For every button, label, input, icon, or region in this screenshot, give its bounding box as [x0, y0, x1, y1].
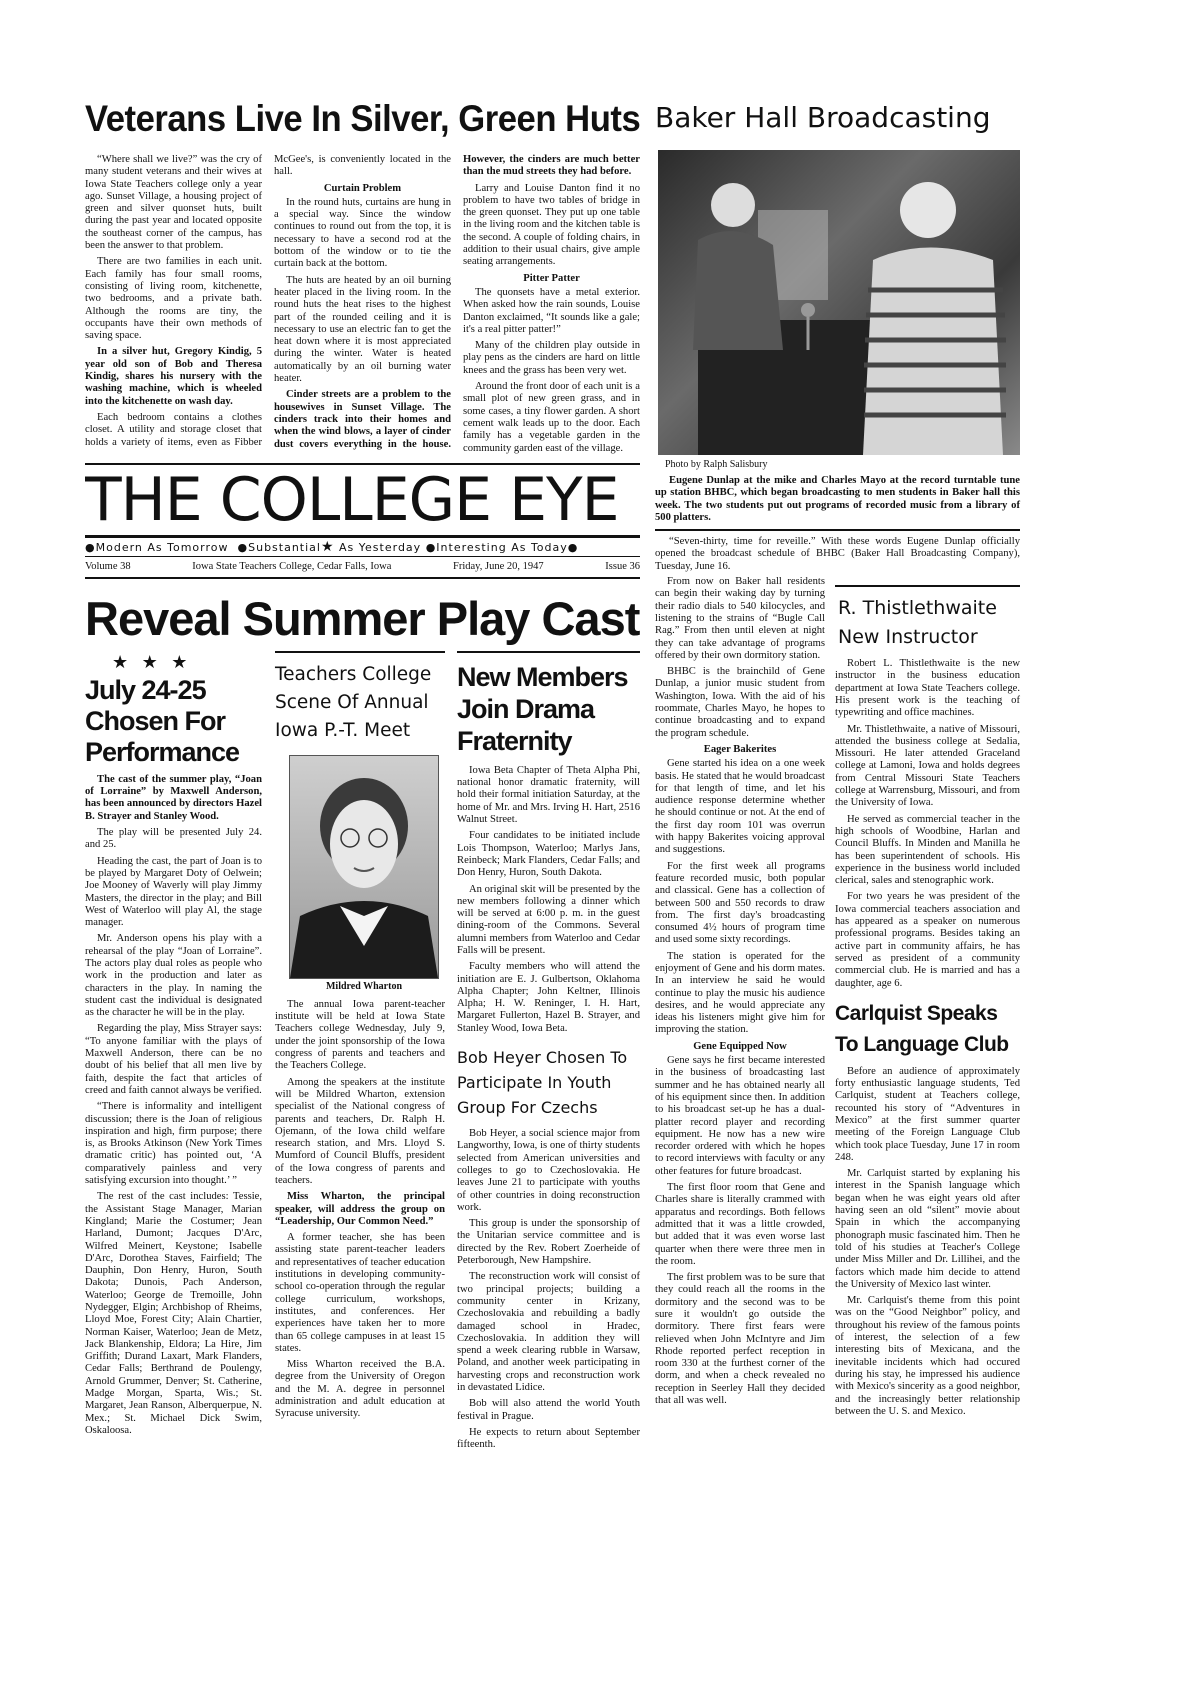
drama-headline: New Members Join Drama Fraternity: [457, 661, 628, 756]
motto-line-box: [85, 538, 640, 556]
left-page-area: [85, 100, 640, 1455]
veterans-article-body: [85, 154, 640, 455]
paragraph: For two years he was president of the Iowa commercial teachers association and has appeared as a speaker on numerous professional programs. Besides taking an active part in community affairs, he has served as president of a community commercial club. He is married and has a daughter, age 6.: [835, 891, 1020, 989]
mildred-wharton-portrait: [289, 755, 439, 979]
paragraph: The first problem was to be sure that they could reach all the rooms in the dormitory and the second was to be sure it wouldn't go outside the dormitory. There first fears were relieved when John McIntyre and Jim Rhode reported perfect reception in room 330 at the furthest corner of the dorm, and when a check revealed no reception in Seerley Hall they decided that all was well.: [655, 1272, 825, 1407]
paragraph: Faculty members who will attend the initiation are E. J. Gulbertson, Oklahoma Alpha Chapter; John Keltner, Illinois Alpha; H. W. Reninger, I. H. Hart, Margaret Fullerton, Hazel B. Strayer, and Stanley Wood, Iowa Beta.: [457, 961, 640, 1034]
paragraph: Larry and Louise Danton find it no problem to have two tables of bridge in the green quonset. They put up one table in the living room and the kitchen table is the second. A couple of folding chairs, in addition to their usual chairs, give ample seating arrangements.: [463, 182, 640, 268]
thistlethwaite-headline: R. Thistlethwaite New Instructor: [838, 597, 997, 649]
subheading: Eager Bakerites: [703, 743, 777, 755]
paragraph: Mr. Thistlethwaite, a native of Missouri, attended the business college at Sedalia, Missouri. He later attended Graceland college at Lamoni, Iowa and holds degrees from Central Missouri State Teachers college at Warrensburg, Missouri, and from the University of Iowa.: [835, 723, 1020, 809]
issue-number: Issue 36: [605, 560, 640, 572]
baker-photo-caption: Eugene Dunlap at the mike and Charles Mayo at the record turntable tune up station BHBC, which began broadcasting to men students in Baker hall this week. The two students put out programs of recorded music from a library of 500 platters.: [655, 475, 1020, 523]
paragraph: In a silver hut, Gregory Kindig, 5 year old son of Bob and Theresa Kindig, shares his nursery with the washing machine, which is wheeled into the kitchenette on wash day.: [85, 346, 262, 407]
paragraph: Miss Wharton received the B.A. degree from the University of Oregon and the M. A. degree in personnel administration and adult education at Syracuse university.: [275, 1359, 445, 1420]
right-columns: [655, 576, 1020, 1422]
play-headline: July 24-25 Chosen For Performance: [85, 674, 240, 767]
paragraph: The cast of the summer play, “Joan of Lorraine” by Maxwell Anderson, has been announced by directors Hazel B. Strayer and Stanley Wood.: [85, 773, 262, 822]
paragraph: A former teacher, she has been assisting state parent-teacher leaders and representatives of teacher education institutions in developing community-school co-operation through the regular college curriculum, workshops, institutes, and conferences. Her experiences have taken her to more than 65 college campuses in at least 15 states.: [275, 1232, 446, 1354]
paragraph: Many of the children play outside in play pens as the cinders are hard on little knees and the grass has been very wet.: [463, 340, 640, 376]
paragraph: Gene started his idea on a one week basis. He stated that he would broadcast for that length of time, and let his audience response determine whether he should continue or not. At the end of the first day room 101 was overrun with happy Bakerites voicing approval and suggestions.: [655, 758, 825, 856]
thistlethwaite-article-body: [835, 658, 1020, 990]
paragraph: The reconstruction work will consist of two principal projects; building a community center in Krizany, Czechoslovakia and rebuilding a badly damaged school in Hradec, Czechoslovakia. In addition they will spend a week clearing rubble in Warsaw, Poland, and another week participating in harvesting crops and reconstruction work in devastated Lidice.: [457, 1271, 640, 1393]
heyer-article-body: [457, 1128, 640, 1451]
paragraph: The station is operated for the enjoyment of Gene and his dorm mates. In an interview he said he would continue to play the music his audience desires, and he would appreciate any ideas his listeners might give him for improving the station.: [655, 950, 825, 1036]
paragraph: In the round huts, curtains are hung in a special way. Since the window continues to round out from the top, it is necessary to have a second rod at the bottom of the window or to tie the curtain back at the bottom.: [274, 196, 451, 270]
drama-article-body: [457, 765, 640, 1035]
stars-decoration: ★ ★ ★: [112, 651, 188, 672]
college-location: Iowa State Teachers College, Cedar Falls, Iowa: [192, 560, 392, 572]
paragraph: BHBC is the brainchild of Gene Dunlap, a junior music student from Washington, Iowa. With the aid of his roommate, Charles Mayo, he hopes to continue broadcasting and to expand the program schedule.: [655, 666, 825, 739]
paragraph: This group is under the sponsorship of the Unitarian service committee and is directed by the Rev. Robert Zoerheide of Peterborough, New Hampshire.: [457, 1218, 640, 1267]
paragraph: Mr. Carlquist started by explaning his interest in the Spanish language which began when he was eight years old after having seen an old “silent” movie about Spain in which the accompanying phonograph music fascinated him. Then he told of his studies at Teacher's College under Miss Miller and Dr. Lillihei, and the factors which made him decide to attend the University of Mexico last winter.: [835, 1168, 1020, 1290]
paragraph: Heading the cast, the part of Joan is to be played by Margaret Doty of Oelwein; Joe Mooney of Waverly will play Jimmy Masters, the director in the play; and Bill West of Waterloo will play Al, the stage manager.: [85, 855, 262, 929]
veterans-headline-box: [85, 100, 640, 146]
subheading: Curtain Problem: [323, 182, 402, 194]
baker-article-body: [655, 576, 825, 1411]
bullet-icon: ●: [85, 540, 96, 554]
paragraph: “There is informality and intelligent discussion; there is the Joan of religious inspiration and high, firm purpose; there is, as Brooks Atkinson (New York Times dramatic critic) has pointed out, ‘A comparatively painless and very satisfying excursion into thought.’ ”: [85, 1101, 262, 1187]
issue-date: Friday, June 20, 1947: [453, 560, 544, 572]
right-column: [835, 576, 1020, 1422]
paragraph: For the first week all programs feature recorded music, both popular and classical. Gene has a collection of between 500 and 550 records to draw from. The first day's broadcasting consumed 4½ hours of program time and used some sixty recordings.: [655, 860, 825, 946]
newspaper-title: THE COLLEGE EYE: [85, 464, 619, 535]
masthead-title-box: [85, 465, 640, 535]
carlquist-headline: Carlquist Speaks To Language Club: [835, 1001, 1009, 1056]
paragraph: There are two families in each unit. Each family has four small rooms, consisting of living room, kitchenette, two bedrooms, and a private bath. Although the rooms are tiny, the occupants have their own methods of saving space.: [85, 256, 262, 342]
paragraph: He served as commercial teacher in the high schools of Woodbine, Harlan and Council Bluffs. In Minden and Manilla he has been superintendent of schools. His experience in the business world included clerical, sales and stenographic work.: [835, 813, 1020, 887]
broadcast-studio-photo-icon: [658, 150, 1020, 455]
paragraph: Iowa Beta Chapter of Theta Alpha Phi, national honor dramatic fraternity, will hold their formal initiation Saturday, at the home of Mr. and Mrs. Irving H. Hart, 2516 Walnut Street.: [457, 764, 640, 826]
bullet-icon: ●: [567, 540, 579, 554]
photo-credit: Photo by Ralph Salisbury: [665, 459, 768, 470]
bullet-icon: ●: [425, 540, 437, 554]
play-article-body: [85, 774, 262, 1437]
pt-meet-article-body: [275, 999, 445, 1421]
heyer-headline: Bob Heyer Chosen To Participate In Youth Group For Czechs: [457, 1048, 628, 1118]
paragraph: Four candidates to be initiated include Lois Thompson, Waterloo; Marlys Jans, Reinbeck; Mark Flanders, Cedar Falls; and Don Henry, Huron, South Dakota.: [457, 830, 640, 879]
paragraph: The play will be presented July 24. and 25.: [85, 827, 262, 851]
motto-item: ●Interesting As Today●: [425, 540, 579, 554]
subheading: Pitter Patter: [523, 272, 580, 284]
paragraph: Before an audience of approximately forty enthusiastic language students, Ted Carlquist, student at Teachers college, recounted his story of “Adventures in Mexico” at the first summer quarter meeting of the Foreign Language Club which took place Tuesday, June 17 in room 248.: [835, 1065, 1020, 1163]
carlquist-article-body: [835, 1066, 1020, 1418]
paragraph: Among the speakers at the institute will be Mildred Wharton, extension specialist of the National congress of parents and teachers, Dr. Ralph H. Ojemann, of the Iowa child welfare research station, and Mrs. Lloyd S. Mumford of Council Bluffs, president of the Iowa congress of parents and teachers.: [275, 1076, 445, 1186]
banner-box: [85, 591, 640, 647]
motto-item: As Yesterday: [339, 540, 422, 554]
paragraph: Regarding the play, Miss Strayer says: “To anyone familiar with the plays of Maxwell Anderson, there can be no doubt of his belief that all men live by faith, despite the fact that articles of creed and faith cannot always be verified.: [85, 1023, 262, 1096]
paragraph: The first floor room that Gene and Charles share is literally crammed with apparatus and recordings. Both fellows admitted that it was a little crowded, but added that it was even worse last quarter when there were three men in the room.: [655, 1182, 825, 1267]
paragraph: Each bedroom contains a clothes closet. A utility and storage closet that holds a variety of items, even as Fibber McGee's, is conveniently located in the hall.: [85, 154, 451, 448]
paragraph: Gene says he first became interested in the business of broadcasting last summer and he has obtained nearly all of his equipment since then. In addition to his broadcast set-up he has a dual-platter record player and recording equipment. He now has a new wire recorder ordered with which he hopes to record interviews with faculty or any other features for future broadcast.: [655, 1055, 825, 1177]
paragraph: Robert L. Thistlethwaite is the new instructor in the business education department at Iowa State Teachers college. His present work is the teaching of typewriting and office machines.: [835, 658, 1020, 719]
baker-intro: “Seven-thirty, time for reveille.” With these words Eugene Dunlap officially opened the broadcast schedule of BHBC (Baker Hall Broadcasting Company), Tuesday, June 16.: [655, 536, 1020, 572]
baker-headline-box: [655, 100, 1020, 142]
baker-hall-photo: [658, 150, 1020, 455]
paragraph: Around the front door of each unit is a small plot of new green grass, and in some cases, a tiny flower garden. A short cement walk leads up to the door. Each family has a vegetable garden in the community garden east of the village.: [463, 381, 640, 454]
paragraph: Bob will also attend the world Youth festival in Prague.: [457, 1398, 640, 1422]
pt-meet-headline: Teachers College Scene Of Annual Iowa P.-T. Meet: [275, 663, 432, 741]
paragraph: Mr. Anderson opens his play with a rehearsal of the play “Joan of Lorraine”. The actors play dual roles as people who work in the production and later as characters in the play. In naming the student cast the individual is designated as the character he will be in the play.: [85, 933, 262, 1019]
play-column: [85, 651, 262, 1441]
dateline: [85, 557, 640, 577]
baker-headline: Baker Hall Broadcasting: [655, 101, 991, 134]
subheading: Gene Equipped Now: [693, 1040, 787, 1052]
star-icon: ★: [320, 538, 335, 555]
paragraph: Bob Heyer, a social science major from Langworthy, Iowa, is one of thirty students selected from American universities and colleges to go to Czechoslovakia. He leaves June 21 to participate with youths of other countries in doing reconstruction work.: [457, 1128, 640, 1213]
paragraph: The rest of the cast includes: Tessie, the Assistant Stage Manager, Marian Kingland; Marie the Costumer; Jean Harland, Dumont; Jacques D'Arc, Wilfred Meinert, Keystone; Isabelle D'Arc, Dorothea Staves, Fairfield; The Dauphin, Don Henry, Huron, South Dakota; Dunois, Pach Anderson, Waterloo; George de Tremoille, John Nydegger, Elgin; Archbishop of Rheims, Lloyd Moe, Forest City; Alain Chartier, Norman Kaiser, Waterloo; Jean de Metz, Jack Blankenship, Eldora; La Hire, Jim Griffith; Durand Laxart, Mark Flanders, Cedar Falls; Berthrand de Poulengy, Arnold Grummer, Denver; St. Catherine, Madge Morgan, Sparta, Wis.; St. Margaret, Jean Ranson, Alberquerpue, N. Mex.; St. Michael Dick Swim, Oskaloosa.: [85, 1191, 262, 1436]
paragraph: Miss Wharton, the principal speaker, will address the group on “Leadership, Our Common Need.”: [275, 1191, 445, 1227]
motto-item: ●Modern As Tomorrow: [85, 540, 229, 554]
volume-number: Volume 38: [85, 560, 131, 572]
pt-column: [275, 651, 445, 1425]
motto-item: ●Substantial★: [237, 538, 335, 555]
paragraph: Cinder streets are a problem to the housewives in Sunset Village. The cinders track into their homes and when the wind blows, a layer of cinder dust covers everything in the house. However, the cinders are much better than the mud streets they had before.: [274, 154, 640, 450]
play-cast-banner: Reveal Summer Play Cast: [85, 591, 640, 645]
paragraph: From now on Baker hall residents can begin their waking day by turning their radio dials to 540 kilocycles, and listening to the strains of “Bugle Call Rag.” From then until eleven at night they can take advantage of programs offered by their own dormitory station.: [655, 576, 825, 661]
motto-line: [85, 538, 578, 557]
paragraph: The quonsets have a metal exterior. When asked how the rain sounds, Louise Danton exclaimed, “It sounds like a gale; it's a real pitter patter!”: [463, 286, 640, 335]
paragraph: “Where shall we live?” was the cry of many student veterans and their wives at Iowa State Teachers college only a year ago. Sunset Village, a housing project of green and silver quonset huts, built during the past year and located opposite the southeast corner of the campus, has been the answer to that problem.: [85, 154, 262, 252]
drama-column: [457, 651, 640, 1456]
lower-columns: [85, 651, 640, 1456]
portrait-photo-icon: [290, 756, 438, 978]
right-page-area: [655, 100, 1020, 1422]
paragraph: An original skit will be presented by the new members following a dinner which will be served at 6:00 p. m. in the guest dining-room of the Commons. Several alumni members from Waterloo and Cedar Falls will be present.: [457, 883, 640, 956]
paragraph: The huts are heated by an oil burning heater placed in the living room. In the round huts the heat rises to the highest part of the rounded ceiling and it is necessary to use an electric fan to get the heat down where it is most appreciated during the winter. Water is heated automatically by an oil burning water heater.: [274, 274, 451, 385]
bullet-icon: ●: [237, 540, 249, 554]
portrait-caption: Mildred Wharton: [325, 980, 403, 992]
veterans-headline: Veterans Live In Silver, Green Huts: [85, 98, 641, 139]
paragraph: Mr. Carlquist's theme from this point was on the “Good Neighbor” policy, and throughout his review of the famous points of interest, the selection of a few interesting bits of Mexicana, and the inevitable incidents which had occured during his stay, he impressed his audience with Mexico's sincerity as a good neighbor, and the increasingly better relationship between the U. S. and Mexico.: [835, 1295, 1020, 1417]
paragraph: He expects to return about September fifteenth.: [457, 1426, 640, 1451]
paragraph: The annual Iowa parent-teacher institute will be held at Iowa State Teachers college Wednesday, July 9, under the joint sponsorship of the Iowa congress of parents and teachers and the Teachers College.: [275, 998, 445, 1072]
